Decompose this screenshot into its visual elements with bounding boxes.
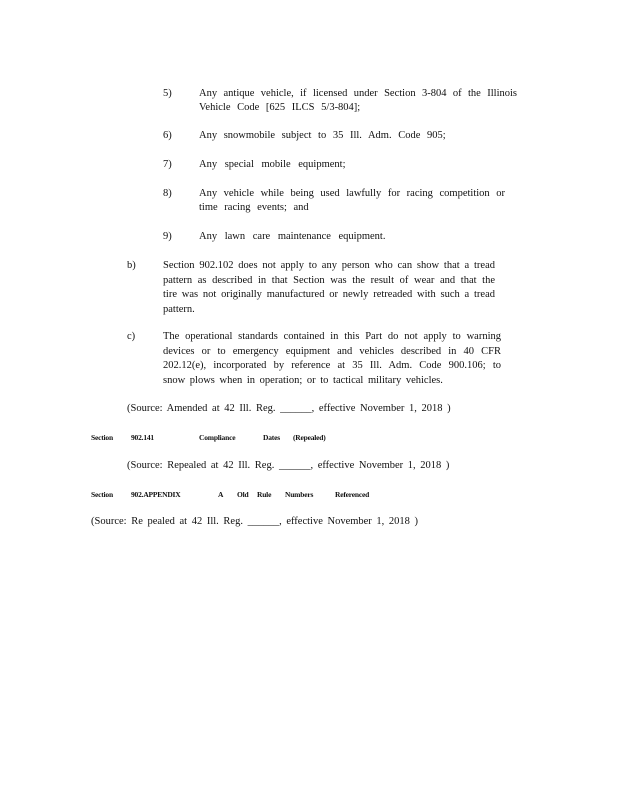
subsection-text: The operational standards contained in this Part do not apply to warning devices or to emergency equipment and vehicles described in 40 CFR 202.12(e), incorporated by reference at 35 Ill. Adm. Code 900.106; to snow plows when in operation; or to tactical military vehicles. xyxy=(163,331,501,386)
item-number: 6) xyxy=(163,130,172,141)
heading-title-word: Referenced xyxy=(335,490,370,499)
heading-title-word: A xyxy=(218,490,224,499)
source-note: (Source: Re pealed at 42 Ill. Reg. ______, effective November 1, 2018 ) xyxy=(91,516,419,527)
item-text-line: time racing events; and xyxy=(199,202,309,213)
heading-section-label: Section xyxy=(91,433,113,442)
heading-title-word: Old xyxy=(237,490,249,499)
item-number: 5) xyxy=(163,88,172,99)
heading-title-word: Compliance xyxy=(199,433,236,442)
item-text-line: Any antique vehicle, if licensed under Section 3-804 of the Illinois xyxy=(199,88,517,99)
item-text-line: Any vehicle while being used lawfully for racing competition or xyxy=(199,188,505,199)
section-heading xyxy=(91,433,351,443)
source-note: (Source: Repealed at 42 Ill. Reg. ______, effective November 1, 2018 ) xyxy=(127,460,450,471)
subsection-text: Section 902.102 does not apply to any person who can show that a tread pattern as described in that Section was the result of wear and that the tire was not originally manufactured or newly retreaded with such a tread pattern. xyxy=(163,260,495,315)
item-number: 9) xyxy=(163,231,172,242)
item-text-line: Any lawn care maintenance equipment. xyxy=(199,231,386,242)
heading-title-word: (Repealed) xyxy=(293,433,326,442)
subsection-number: b) xyxy=(127,260,136,271)
heading-section-number: 902.141 xyxy=(131,433,154,442)
heading-section-number: 902.APPENDIX xyxy=(131,490,181,499)
item-text-line: Any special mobile equipment; xyxy=(199,159,346,170)
subsection-number: c) xyxy=(127,331,136,342)
heading-title-word: Dates xyxy=(263,433,280,442)
heading-title-word: Numbers xyxy=(285,490,314,499)
heading-section-label: Section xyxy=(91,490,113,499)
section-heading xyxy=(91,490,381,500)
heading-title-word: Rule xyxy=(257,490,272,499)
item-number: 7) xyxy=(163,159,172,170)
item-text-line: Vehicle Code [625 ILCS 5/3-804]; xyxy=(199,102,361,113)
item-text-line: Any snowmobile subject to 35 Ill. Adm. Code 905; xyxy=(199,130,446,141)
item-number: 8) xyxy=(163,188,172,199)
source-note: (Source: Amended at 42 Ill. Reg. ______, effective November 1, 2018 ) xyxy=(127,403,451,414)
